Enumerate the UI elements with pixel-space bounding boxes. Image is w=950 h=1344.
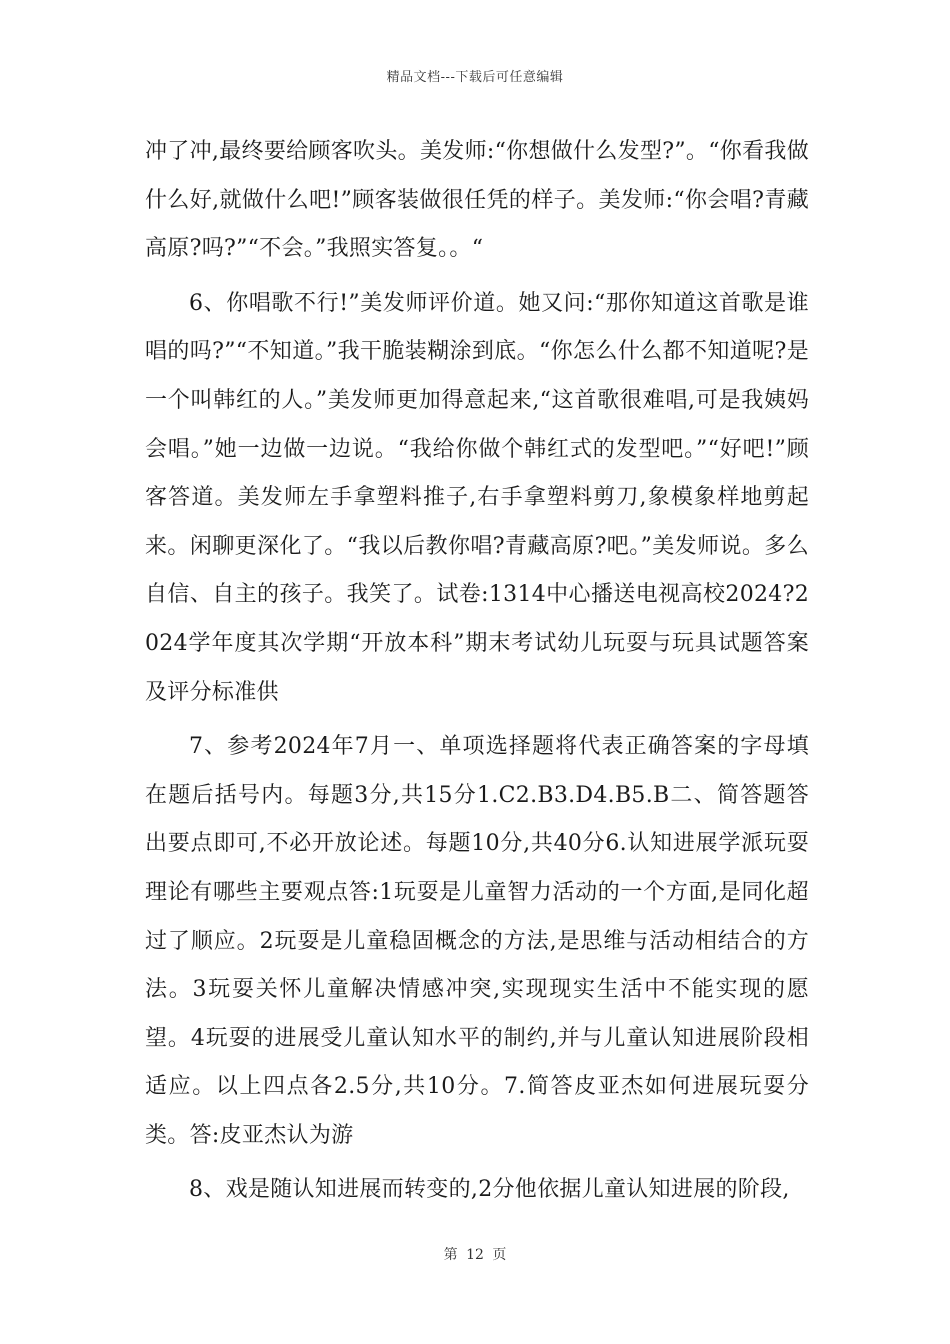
page-number: 第 12 页 (443, 1247, 507, 1263)
paragraph-continuation: 冲了冲,最终要给顾客吹头。美发师:“你想做什么发型?”。“你看我做什么好,就做什么吧!”顾客装做很任凭的样子。美发师:“你会唱?青藏高原?吗?”“不会。”我照实答复。。“ (145, 139, 809, 262)
page-header: 精品文档---下载后可任意编辑 (386, 70, 564, 85)
paragraph-7: 7、参考2024年7月一、单项选择题将代表正确答案的字母填在题后括号内。每题3分,共15分1.C2.B3.D4.B5.B二、简答题答出要点即可,不必开放论述。每题10分,共40分6.认知进展学派玩耍理论有哪些主要观点答:1玩耍是儿童智力活动的一个方面,是同化超过了顺应。2玩耍是儿童稳固概念的方法,是思维与活动相结合的方法。3玩耍关怀儿童解决情感冲突,实现现实生活中不能实现的愿望。4玩耍的进展受儿童认知水平的制约,并与儿童认知进展阶段相适应。以上四点各2.5分,共10分。7.简答皮亚杰如何进展玩耍分类。答:皮亚杰认为游 (145, 734, 809, 1148)
document-body (145, 128, 809, 1215)
paragraph-6: 6、你唱歌不行!”美发师评价道。她又问:“那你知道这首歌是谁唱的吗?”“不知道。”我干脆装糊涂到底。“你怎么什么都不知道呢?是一个叫韩红的人。”美发师更加得意起来,“这首歌很难唱,可是我姨妈会唱。”她一边做一边说。“我给你做个韩红式的发型吧。”“好吧!”顾客答道。美发师左手拿塑料推子,右手拿塑料剪刀,象模象样地剪起来。闲聊更深化了。“我以后教你唱?青藏高原?吧。”美发师说。多么自信、自主的孩子。我笑了。试卷:1314中心播送电视高校2024?2024学年度其次学期“开放本科”期末考试幼儿玩耍与玩具试题答案及评分标准供 (145, 290, 809, 705)
paragraph-8: 8、戏是随认知进展而转变的,2分他依据儿童认知进展的阶段, (189, 1177, 790, 1203)
